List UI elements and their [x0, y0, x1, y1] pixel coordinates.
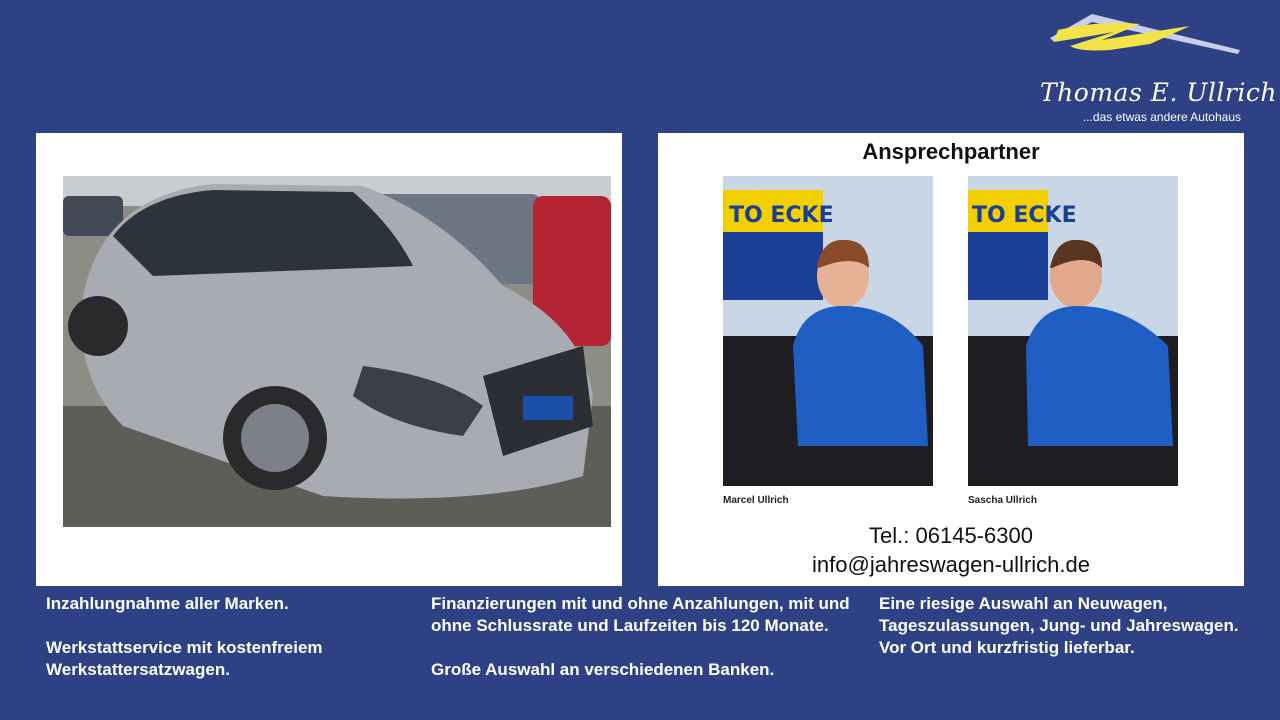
- info-text: Werkstattservice mit kostenfreiem Werkstattersatzwagen.: [46, 638, 323, 679]
- contact-panel: [658, 133, 1244, 586]
- logo-name: Thomas E. Ullrich: [1040, 78, 1277, 107]
- info-text: Inzahlungnahme aller Marken.: [46, 594, 289, 613]
- info-text: Eine riesige Auswahl an Neuwagen, Tageszulassungen, Jung- und Jahreswagen. Vor Ort und kurzfristig lieferbar.: [879, 594, 1239, 657]
- contact-title: Ansprechpartner: [862, 139, 1040, 164]
- person-name: Marcel Ullrich: [723, 495, 789, 506]
- info-column-selection: [879, 593, 1239, 659]
- info-column-tradein: [46, 593, 406, 681]
- contact-email[interactable]: info@jahreswagen-ullrich.de: [812, 552, 1090, 577]
- logo-slogan: ...das etwas andere Autohaus: [1082, 110, 1241, 124]
- person-photo-sascha: [968, 176, 1178, 512]
- info-text: Große Auswahl an verschiedenen Banken.: [431, 660, 775, 679]
- roof-swoosh-icon: [1040, 10, 1250, 70]
- info-text: Finanzierungen mit und ohne Anzahlungen, mit und ohne Schlussrate und Laufzeiten bis 120 Monate.: [431, 594, 850, 635]
- info-column-financing: [431, 593, 861, 681]
- car-photo: [63, 176, 611, 527]
- sign-text: TO ECKE: [972, 203, 1077, 228]
- sign-text: TO ECKE: [729, 203, 834, 228]
- dealer-logo[interactable]: [1040, 10, 1277, 125]
- contact-phone[interactable]: Tel.: 06145-6300: [869, 523, 1033, 548]
- person-photo-marcel: [723, 176, 933, 512]
- person-name: Sascha Ullrich: [968, 495, 1037, 506]
- car-photo-panel: [36, 133, 622, 586]
